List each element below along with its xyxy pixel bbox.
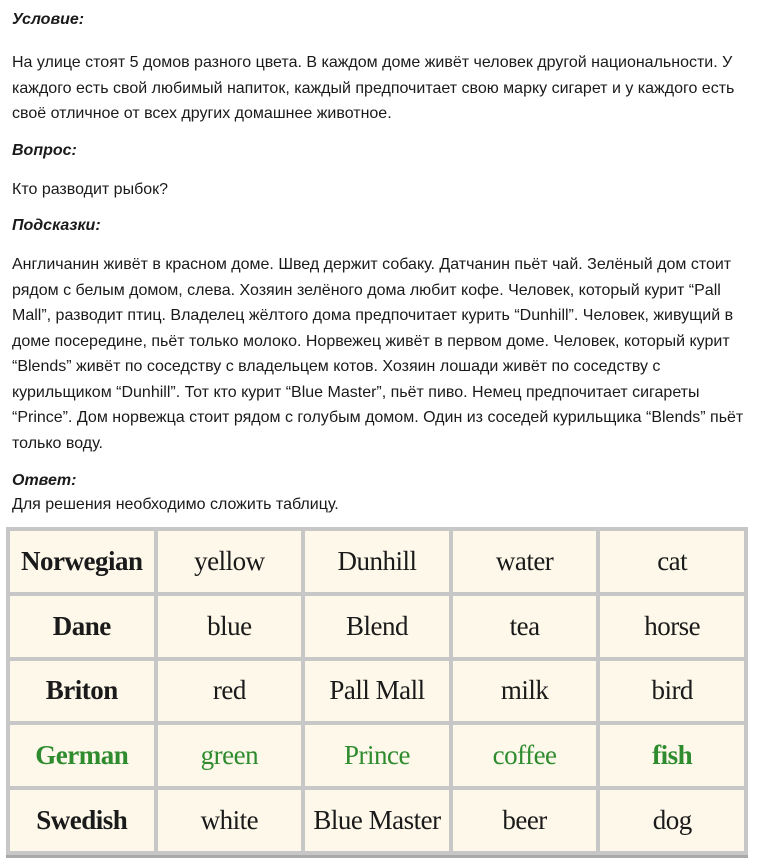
answer-table-frame — [6, 527, 748, 858]
condition-heading: Условие: — [12, 11, 85, 28]
house-color-cell: white — [158, 790, 302, 851]
drink-cell: tea — [453, 596, 597, 657]
cigarette-cell: Pall Mall — [305, 661, 449, 722]
house-color-cell: blue — [158, 596, 302, 657]
drink-cell: water — [453, 531, 597, 592]
drink-cell: beer — [453, 790, 597, 851]
pet-cell: horse — [600, 596, 744, 657]
hints-heading: Подсказки: — [12, 217, 101, 234]
nationality-cell: Dane — [10, 596, 154, 657]
cigarette-cell: Blend — [305, 596, 449, 657]
question-heading: Вопрос: — [12, 141, 77, 159]
hints-text: Англичанин живёт в красном доме. Швед держит собаку. Датчанин пьёт чай. Зелёный дом стоит рядом с белым домом, слева. Хозяин зелёного дома любит кофе. Человек, который курит “Pall Mall”, разводит птиц. Владелец жёлтого дома предпочитает курить “Dunhill”. Человек, живущий в доме посередине, пьёт только молоко. Норвежец живёт в первом доме. Человек, который курит “Blends” живёт по соседству с владельцем котов. Хозяин лошади живёт по соседству с курильщиком “Dunhill”. Тот кто курит “Blue Master”, пьёт пиво. Немец предпочитает сигареты “Prince”. Дом норвежца стоит рядом с голубым домом. Один из соседей курильщика “Blends” пьёт только воду. — [12, 256, 744, 452]
question-text: Кто разводит рыбок? — [12, 180, 169, 198]
table-row-answer — [10, 725, 744, 786]
table-row — [10, 531, 744, 592]
table-row — [10, 661, 744, 722]
house-color-cell: red — [158, 661, 302, 722]
table-row — [10, 790, 744, 851]
pet-cell: bird — [600, 661, 744, 722]
drink-cell: coffee — [453, 725, 597, 786]
answer-intro: Для решения необходимо сложить таблицу. — [12, 496, 339, 513]
cigarette-cell: Dunhill — [305, 531, 449, 592]
table-row — [10, 596, 744, 657]
pet-cell: dog — [600, 790, 744, 851]
document — [12, 9, 760, 518]
house-color-cell: yellow — [158, 531, 302, 592]
drink-cell: milk — [453, 661, 597, 722]
answer-table — [6, 527, 748, 855]
answer-heading: Ответ: — [12, 472, 77, 489]
cigarette-cell: Prince — [305, 725, 449, 786]
nationality-cell: German — [10, 725, 154, 786]
nationality-cell: Swedish — [10, 790, 154, 851]
condition-text: На улице стоят 5 домов разного цвета. В каждом доме живёт человек другой национальности. У каждого есть свой любимый напиток, каждый предпочитает свою марку сигарет и у каждого есть своё отличное от всех других домашнее животное. — [12, 54, 735, 122]
pet-cell: fish — [600, 725, 744, 786]
nationality-cell: Norwegian — [10, 531, 154, 592]
nationality-cell: Briton — [10, 661, 154, 722]
pet-cell: cat — [600, 531, 744, 592]
cigarette-cell: Blue Master — [305, 790, 449, 851]
house-color-cell: green — [158, 725, 302, 786]
